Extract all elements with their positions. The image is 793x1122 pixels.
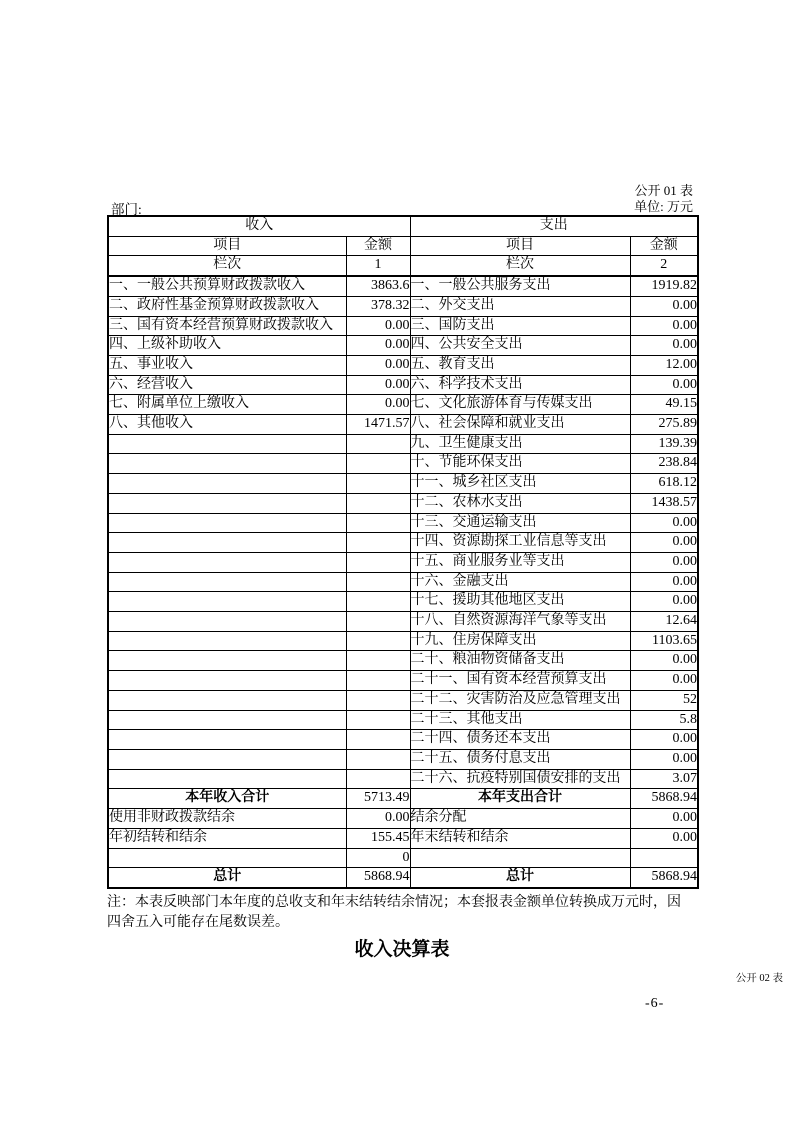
data-row bbox=[108, 434, 698, 454]
income-amount-cell bbox=[346, 513, 410, 533]
income-amount-cell bbox=[346, 769, 410, 789]
expense-item-cell bbox=[410, 848, 630, 868]
income-amount-cell bbox=[346, 651, 410, 671]
income-amount-cell bbox=[346, 749, 410, 769]
income-amount-cell bbox=[346, 631, 410, 651]
income-amount-cell bbox=[346, 710, 410, 730]
data-row bbox=[108, 769, 698, 789]
income-expense-table bbox=[107, 215, 699, 889]
expense-amount-cell: 12.00 bbox=[630, 355, 698, 375]
income-amount-cell: 0 bbox=[346, 848, 410, 868]
data-row bbox=[108, 631, 698, 651]
summary-row bbox=[108, 828, 698, 848]
income-item-cell bbox=[108, 533, 346, 553]
income-item-cell: 使用非财政拨款结余 bbox=[108, 809, 346, 829]
expense-item-cell: 二十六、抗疫特别国债安排的支出 bbox=[410, 769, 630, 789]
expense-group-header: 支出 bbox=[410, 216, 698, 236]
expense-item-cell: 九、卫生健康支出 bbox=[410, 434, 630, 454]
group-header-row bbox=[108, 216, 698, 236]
income-amount-cell: 0.00 bbox=[346, 375, 410, 395]
income-item-cell: 三、国有资本经营预算财政拨款收入 bbox=[108, 316, 346, 336]
column-index-row bbox=[108, 256, 698, 276]
data-row bbox=[108, 415, 698, 435]
expense-amount-cell: 5868.94 bbox=[630, 868, 698, 888]
column-header-row bbox=[108, 236, 698, 256]
data-row bbox=[108, 612, 698, 632]
income-amount-cell bbox=[346, 592, 410, 612]
expense-amount-cell: 0.00 bbox=[630, 336, 698, 356]
income-item-cell: 总计 bbox=[108, 868, 346, 888]
expense-item-cell: 七、文化旅游体育与传媒支出 bbox=[410, 395, 630, 415]
expense-amount-cell: 0.00 bbox=[630, 809, 698, 829]
income-group-header: 收入 bbox=[108, 216, 410, 236]
expense-item-cell: 十二、农林水支出 bbox=[410, 493, 630, 513]
income-column-number: 1 bbox=[346, 256, 410, 276]
income-amount-cell bbox=[346, 690, 410, 710]
expense-item-cell: 二十四、债务还本支出 bbox=[410, 730, 630, 750]
expense-item-header: 项目 bbox=[410, 236, 630, 256]
income-amount-cell bbox=[346, 671, 410, 691]
expense-amount-cell: 0.00 bbox=[630, 375, 698, 395]
data-row bbox=[108, 710, 698, 730]
income-item-cell bbox=[108, 552, 346, 572]
footnote-line-2: 四舍五入可能存在尾数误差。 bbox=[107, 914, 289, 930]
data-row bbox=[108, 671, 698, 691]
data-row bbox=[108, 552, 698, 572]
expense-item-cell: 三、国防支出 bbox=[410, 316, 630, 336]
data-row bbox=[108, 749, 698, 769]
expense-item-cell: 结余分配 bbox=[410, 809, 630, 829]
data-row bbox=[108, 730, 698, 750]
data-row bbox=[108, 572, 698, 592]
income-amount-cell bbox=[346, 493, 410, 513]
expense-amount-cell: 1438.57 bbox=[630, 493, 698, 513]
expense-amount-cell: 0.00 bbox=[630, 828, 698, 848]
expense-item-cell: 十七、援助其他地区支出 bbox=[410, 592, 630, 612]
expense-amount-cell: 0.00 bbox=[630, 592, 698, 612]
expense-amount-cell: 0.00 bbox=[630, 533, 698, 553]
data-row bbox=[108, 592, 698, 612]
expense-amount-cell: 49.15 bbox=[630, 395, 698, 415]
expense-item-cell: 十五、商业服务业等支出 bbox=[410, 552, 630, 572]
income-amount-cell bbox=[346, 730, 410, 750]
data-row bbox=[108, 493, 698, 513]
summary-row bbox=[108, 809, 698, 829]
income-amount-cell: 1471.57 bbox=[346, 415, 410, 435]
expense-item-cell: 二十五、债务付息支出 bbox=[410, 749, 630, 769]
footnote-line-1: 注：本表反映部门本年度的总收支和年末结转结余情况；本套报表金额单位转换成万元时，因 bbox=[107, 895, 681, 910]
expense-amount-cell: 0.00 bbox=[630, 730, 698, 750]
data-row bbox=[108, 276, 698, 296]
income-item-cell bbox=[108, 434, 346, 454]
expense-item-cell: 本年支出合计 bbox=[410, 789, 630, 809]
expense-amount-cell: 1919.82 bbox=[630, 276, 698, 296]
expense-amount-cell: 618.12 bbox=[630, 474, 698, 494]
unit-label: 单位: 万元 bbox=[634, 199, 693, 214]
next-table-title: 收入决算表 bbox=[354, 938, 450, 960]
department-label: 部门: bbox=[111, 202, 142, 217]
income-amount-cell: 378.32 bbox=[346, 296, 410, 316]
income-item-cell: 年初结转和结余 bbox=[108, 828, 346, 848]
sheet-number-bottom: 公开 02 表 bbox=[735, 973, 783, 984]
expense-amount-cell: 0.00 bbox=[630, 513, 698, 533]
expense-item-cell: 年末结转和结余 bbox=[410, 828, 630, 848]
income-item-cell bbox=[108, 749, 346, 769]
expense-amount-cell: 3.07 bbox=[630, 769, 698, 789]
income-item-cell bbox=[108, 474, 346, 494]
income-amount-cell bbox=[346, 454, 410, 474]
expense-amount-cell: 5.8 bbox=[630, 710, 698, 730]
expense-amount-cell: 5868.94 bbox=[630, 789, 698, 809]
income-amount-cell: 0.00 bbox=[346, 336, 410, 356]
income-column-label: 栏次 bbox=[108, 256, 346, 276]
data-row bbox=[108, 296, 698, 316]
income-amount-header: 金额 bbox=[346, 236, 410, 256]
income-amount-cell bbox=[346, 434, 410, 454]
income-item-cell: 五、事业收入 bbox=[108, 355, 346, 375]
expense-amount-cell: 0.00 bbox=[630, 671, 698, 691]
data-row bbox=[108, 513, 698, 533]
income-item-cell: 四、上级补助收入 bbox=[108, 336, 346, 356]
expense-amount-cell: 0.00 bbox=[630, 749, 698, 769]
expense-item-cell: 二十一、国有资本经营预算支出 bbox=[410, 671, 630, 691]
expense-item-cell: 六、科学技术支出 bbox=[410, 375, 630, 395]
expense-amount-cell: 139.39 bbox=[630, 434, 698, 454]
summary-row bbox=[108, 868, 698, 888]
expense-item-cell: 四、公共安全支出 bbox=[410, 336, 630, 356]
expense-item-cell: 二十二、灾害防治及应急管理支出 bbox=[410, 690, 630, 710]
income-item-cell bbox=[108, 592, 346, 612]
income-item-cell: 本年收入合计 bbox=[108, 789, 346, 809]
income-item-cell bbox=[108, 690, 346, 710]
expense-item-cell: 十四、资源勘探工业信息等支出 bbox=[410, 533, 630, 553]
expense-amount-cell: 0.00 bbox=[630, 552, 698, 572]
data-row bbox=[108, 355, 698, 375]
expense-item-cell: 总计 bbox=[410, 868, 630, 888]
expense-item-cell: 一、一般公共服务支出 bbox=[410, 276, 630, 296]
income-amount-cell bbox=[346, 533, 410, 553]
expense-item-cell: 十八、自然资源海洋气象等支出 bbox=[410, 612, 630, 632]
income-item-cell bbox=[108, 769, 346, 789]
expense-item-cell: 十六、金融支出 bbox=[410, 572, 630, 592]
expense-amount-cell: 0.00 bbox=[630, 296, 698, 316]
expense-amount-cell: 275.89 bbox=[630, 415, 698, 435]
data-row bbox=[108, 474, 698, 494]
income-item-cell bbox=[108, 572, 346, 592]
expense-column-number: 2 bbox=[630, 256, 698, 276]
sheet-number-top: 公开 01 表 bbox=[634, 183, 693, 198]
income-item-cell bbox=[108, 493, 346, 513]
expense-item-cell: 十九、住房保障支出 bbox=[410, 631, 630, 651]
income-item-cell bbox=[108, 730, 346, 750]
expense-amount-cell bbox=[630, 848, 698, 868]
expense-item-cell: 十、节能环保支出 bbox=[410, 454, 630, 474]
income-amount-cell bbox=[346, 552, 410, 572]
table-body bbox=[108, 216, 698, 888]
expense-amount-cell: 0.00 bbox=[630, 316, 698, 336]
expense-amount-cell: 12.64 bbox=[630, 612, 698, 632]
data-row bbox=[108, 316, 698, 336]
income-item-cell bbox=[108, 513, 346, 533]
expense-item-cell: 十三、交通运输支出 bbox=[410, 513, 630, 533]
income-amount-cell: 0.00 bbox=[346, 355, 410, 375]
income-item-cell bbox=[108, 848, 346, 868]
income-amount-cell bbox=[346, 612, 410, 632]
expense-amount-header: 金额 bbox=[630, 236, 698, 256]
income-item-cell: 八、其他收入 bbox=[108, 415, 346, 435]
footnote bbox=[107, 893, 703, 932]
income-item-cell bbox=[108, 454, 346, 474]
summary-row bbox=[108, 848, 698, 868]
income-item-cell: 一、一般公共预算财政拨款收入 bbox=[108, 276, 346, 296]
expense-item-cell: 二十、粮油物资储备支出 bbox=[410, 651, 630, 671]
income-amount-cell: 0.00 bbox=[346, 809, 410, 829]
income-item-cell: 七、附属单位上缴收入 bbox=[108, 395, 346, 415]
income-amount-cell: 5868.94 bbox=[346, 868, 410, 888]
data-row bbox=[108, 690, 698, 710]
expense-amount-cell: 52 bbox=[630, 690, 698, 710]
income-item-cell bbox=[108, 710, 346, 730]
income-item-cell bbox=[108, 612, 346, 632]
expense-item-cell: 十一、城乡社区支出 bbox=[410, 474, 630, 494]
income-amount-cell: 5713.49 bbox=[346, 789, 410, 809]
income-amount-cell bbox=[346, 474, 410, 494]
expense-item-cell: 二十三、其他支出 bbox=[410, 710, 630, 730]
expense-amount-cell: 238.84 bbox=[630, 454, 698, 474]
income-item-cell bbox=[108, 631, 346, 651]
expense-item-cell: 五、教育支出 bbox=[410, 355, 630, 375]
income-amount-cell: 3863.6 bbox=[346, 276, 410, 296]
data-row bbox=[108, 336, 698, 356]
income-amount-cell: 0.00 bbox=[346, 395, 410, 415]
data-row bbox=[108, 454, 698, 474]
data-row bbox=[108, 375, 698, 395]
income-amount-cell: 155.45 bbox=[346, 828, 410, 848]
page-number: -6- bbox=[645, 996, 665, 1011]
expense-item-cell: 二、外交支出 bbox=[410, 296, 630, 316]
expense-amount-cell: 0.00 bbox=[630, 651, 698, 671]
expense-amount-cell: 0.00 bbox=[630, 572, 698, 592]
data-row bbox=[108, 395, 698, 415]
expense-amount-cell: 1103.65 bbox=[630, 631, 698, 651]
income-item-cell: 六、经营收入 bbox=[108, 375, 346, 395]
expense-item-cell: 八、社会保障和就业支出 bbox=[410, 415, 630, 435]
data-row bbox=[108, 533, 698, 553]
income-amount-cell bbox=[346, 572, 410, 592]
income-item-cell bbox=[108, 671, 346, 691]
income-amount-cell: 0.00 bbox=[346, 316, 410, 336]
expense-column-label: 栏次 bbox=[410, 256, 630, 276]
summary-row bbox=[108, 789, 698, 809]
data-row bbox=[108, 651, 698, 671]
income-item-cell: 二、政府性基金预算财政拨款收入 bbox=[108, 296, 346, 316]
income-item-header: 项目 bbox=[108, 236, 346, 256]
income-item-cell bbox=[108, 651, 346, 671]
